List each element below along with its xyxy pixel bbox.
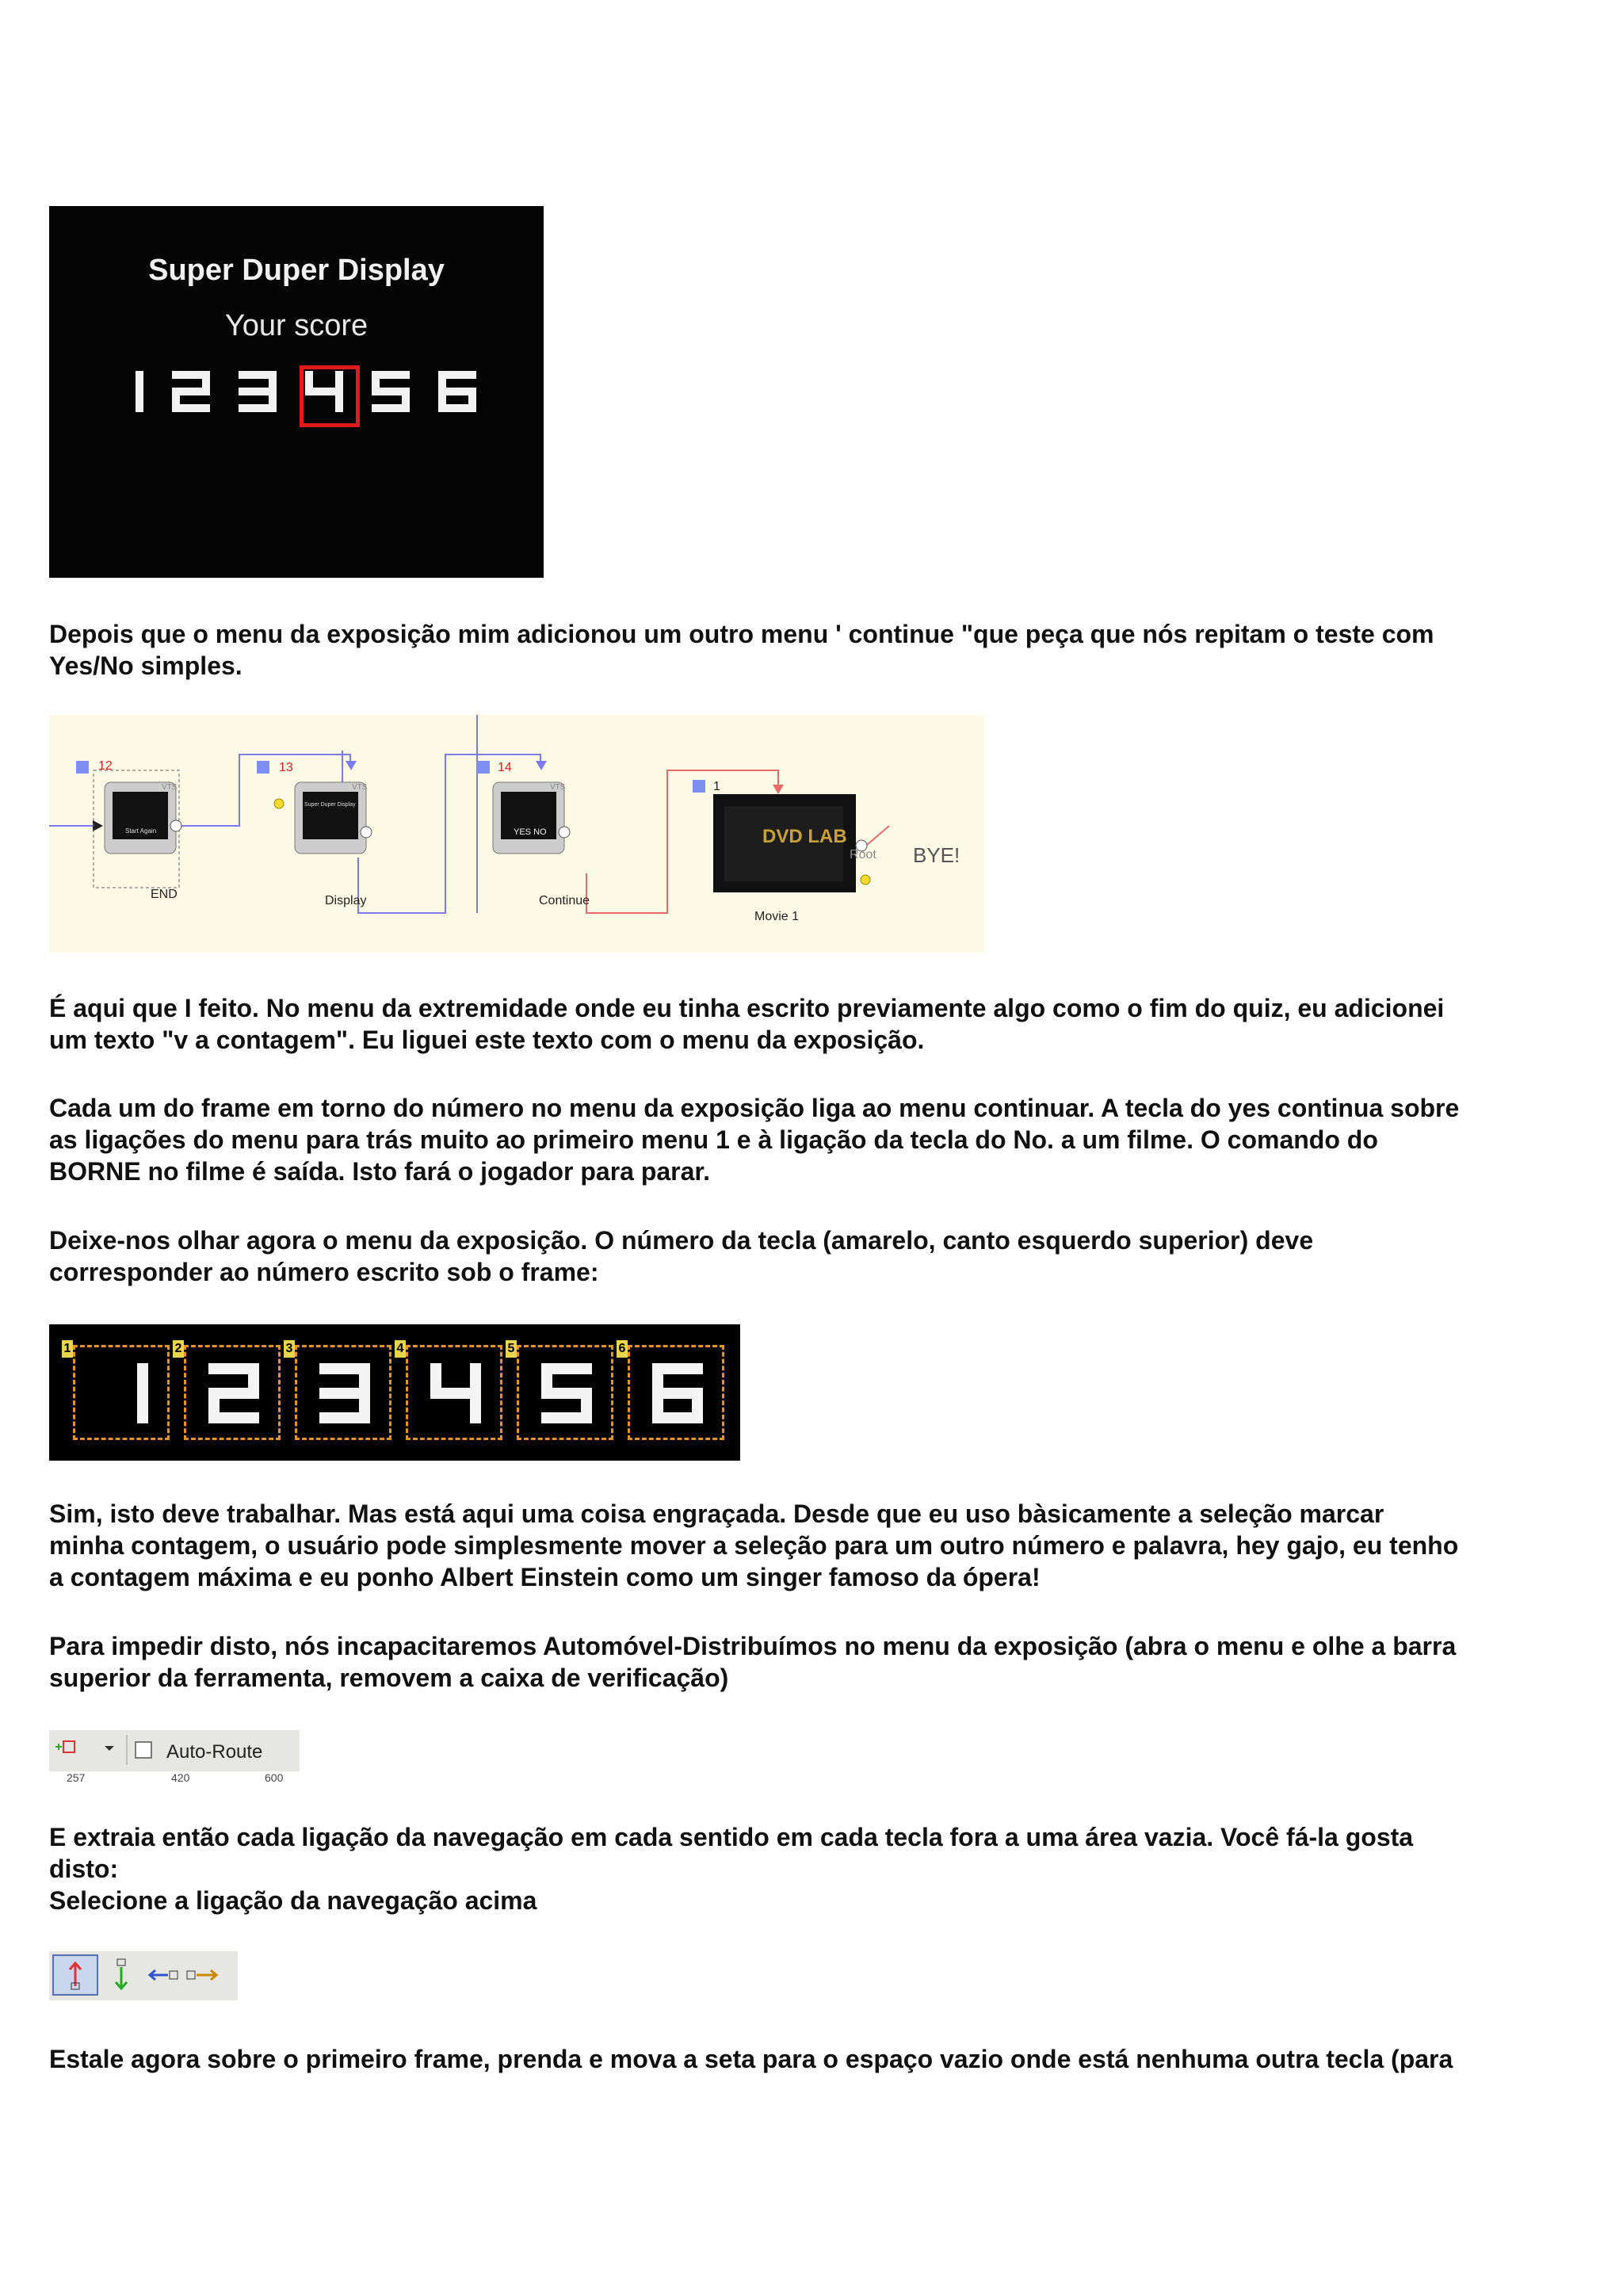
paragraph-line: BORNE no filme é saída. Isto fará o jogador para parar. [49, 1157, 710, 1186]
button-digit [430, 1363, 481, 1423]
add-node-icon[interactable] [49, 1730, 128, 1770]
button-digit [97, 1363, 148, 1423]
score-digit [305, 371, 354, 422]
paragraph-line: E extraia então cada ligação da navegação em cada sentido em cada tecla fora a uma área vazia. Você fá-la gosta [49, 1823, 1414, 1851]
flow-bye-label: BYE! [913, 843, 960, 867]
ruler [49, 1771, 300, 1784]
button-number-tag: 1 [62, 1340, 73, 1358]
button-digit [319, 1363, 370, 1423]
paragraph-5 [49, 1498, 1579, 1593]
score-digit [239, 371, 288, 422]
flow-node-label: Movie 1 [754, 910, 800, 923]
button-number-tag: 2 [173, 1340, 184, 1358]
digit-segment [335, 371, 343, 392]
flow-node-display [295, 782, 366, 854]
paragraph-line: Deixe-nos olhar agora o menu da exposição. O número da tecla (amarelo, canto esquerdo superior) deve [49, 1226, 1314, 1255]
nav-right-icon [187, 1970, 216, 1980]
score-menu-subtitle: Your score [224, 309, 369, 342]
digit-segment [136, 392, 143, 412]
score-digit [438, 371, 487, 422]
paragraph-7 [49, 1821, 1579, 1916]
score-digit-row [49, 371, 544, 422]
button-frames-figure [49, 1324, 740, 1461]
flow-node-number: 13 [279, 761, 293, 774]
paragraph-6 [49, 1630, 1579, 1694]
digit-segment [208, 1412, 259, 1423]
digit-segment [137, 1363, 148, 1393]
button-number-tag: 3 [284, 1340, 295, 1358]
digit-segment [136, 371, 143, 392]
flow-node-label: END [151, 888, 178, 901]
digit-segment [319, 1412, 370, 1423]
flow-node-vts: VTS [352, 783, 368, 792]
flow-node-label: Continue [539, 894, 590, 907]
flow-root-label: Root [850, 848, 876, 861]
ruler-tick-label: 600 [265, 1771, 284, 1784]
digit-segment [172, 404, 210, 412]
paragraph-line: Depois que o menu da exposição mim adicionou um outro menu ' continue "que peça que nós repitam o teste com [49, 620, 1434, 648]
button-number-tag: 5 [506, 1340, 517, 1358]
score-digit [172, 371, 221, 422]
paragraph-line: as ligações do menu para trás muito ao primeiro menu 1 e à ligação da tecla do No. a um filme. O comando do [49, 1125, 1378, 1154]
digit-segment [239, 404, 277, 412]
flow-node-number: 12 [98, 759, 113, 773]
paragraph-3 [49, 1092, 1579, 1187]
digit-segment [468, 392, 476, 412]
flow-node-continue [493, 782, 564, 854]
paragraph-line: Yes/No simples. [49, 651, 242, 680]
button-frame [628, 1345, 724, 1440]
paragraph-line: Cada um do frame em torno do número no menu da exposição liga ao menu continuar. A tecla do yes continua sobre [49, 1094, 1460, 1122]
flow-node-screen-text: YES NO [514, 827, 547, 837]
button-number-tag: 6 [617, 1340, 628, 1358]
button-digit [541, 1363, 592, 1423]
button-frame [295, 1345, 391, 1440]
paragraph-line: Selecione a ligação da navegação acima [49, 1886, 537, 1915]
flow-node-number: 1 [713, 780, 720, 793]
nav-left-icon [150, 1970, 178, 1980]
button-frame [406, 1345, 502, 1440]
score-menu-title: Super Duper Display [148, 254, 445, 287]
autoroute-label: Auto-Route [166, 1741, 263, 1763]
button-digit [208, 1363, 259, 1423]
button-frame [184, 1345, 281, 1440]
paragraph-line: Para impedir disto, nós incapacitaremos Automóvel-Distribuímos no menu da exposição (abra o menu e olhe a barra [49, 1632, 1457, 1660]
menu-flow-diagram [49, 715, 984, 953]
autoroute-toolbar [49, 1730, 300, 1784]
ruler-tick-label: 420 [171, 1771, 190, 1784]
score-menu-figure [49, 206, 544, 578]
flow-node-number: 14 [498, 761, 512, 774]
digit-segment [372, 404, 410, 412]
nav-up-tool[interactable] [52, 1954, 98, 1996]
paragraph-line: a contagem máxima e eu ponho Albert Einstein como um singer famoso da ópera! [49, 1563, 1041, 1591]
digit-segment [692, 1393, 703, 1423]
button-number-tag: 4 [395, 1340, 406, 1358]
button-digit [652, 1363, 703, 1423]
flow-node-screen-text: Start Again [125, 827, 157, 835]
paragraph-8 [49, 2043, 1579, 2075]
paragraph-4 [49, 1224, 1579, 1288]
paragraph-line: É aqui que I feito. No menu da extremidade onde eu tinha escrito previamente algo como o fim do quiz, eu adicionei [49, 994, 1445, 1022]
paragraph-line: superior da ferramenta, removem a caixa de verificação) [49, 1664, 729, 1692]
button-frame [517, 1345, 613, 1440]
autoroute-checkbox[interactable] [135, 1741, 152, 1759]
digit-segment [541, 1412, 592, 1423]
paragraph-line: um texto "v a contagem". Eu liguei este texto com o menu da exposição. [49, 1026, 925, 1054]
flow-node-screen-text: Super Duper Display [304, 802, 356, 808]
button-frame [73, 1345, 170, 1440]
navigation-tools-toolbar [49, 1951, 238, 2000]
paragraph-line: Sim, isto deve trabalhar. Mas está aqui uma coisa engraçada. Desde que eu uso bàsicamente a seleção marcar [49, 1499, 1384, 1528]
ruler-tick-label: 257 [67, 1771, 86, 1784]
digit-segment [470, 1363, 481, 1393]
score-digit [105, 371, 155, 422]
paragraph-1 [49, 618, 1579, 682]
nav-down-icon [116, 1959, 127, 1988]
score-digit [372, 371, 421, 422]
flow-node-screen-text: DVD LAB [762, 826, 847, 847]
flow-node-vts: VTS [162, 783, 178, 792]
paragraph-line: disto: [49, 1855, 119, 1883]
paragraph-line: minha contagem, o usuário pode simplesmente mover a seleção para um outro número e palavra, hey gajo, eu tenho [49, 1531, 1459, 1560]
digit-segment [137, 1393, 148, 1423]
paragraph-2 [49, 992, 1579, 1056]
flow-node-vts: VTS [550, 783, 566, 792]
paragraph-line: corresponder ao número escrito sob o frame: [49, 1258, 599, 1286]
flow-node-label: Display [325, 894, 367, 907]
digit-segment [335, 392, 343, 412]
paragraph-line: Estale agora sobre o primeiro frame, prenda e mova a seta para o espaço vazio onde está nenhuma outra tecla (para [49, 2045, 1453, 2073]
digit-segment [470, 1393, 481, 1423]
